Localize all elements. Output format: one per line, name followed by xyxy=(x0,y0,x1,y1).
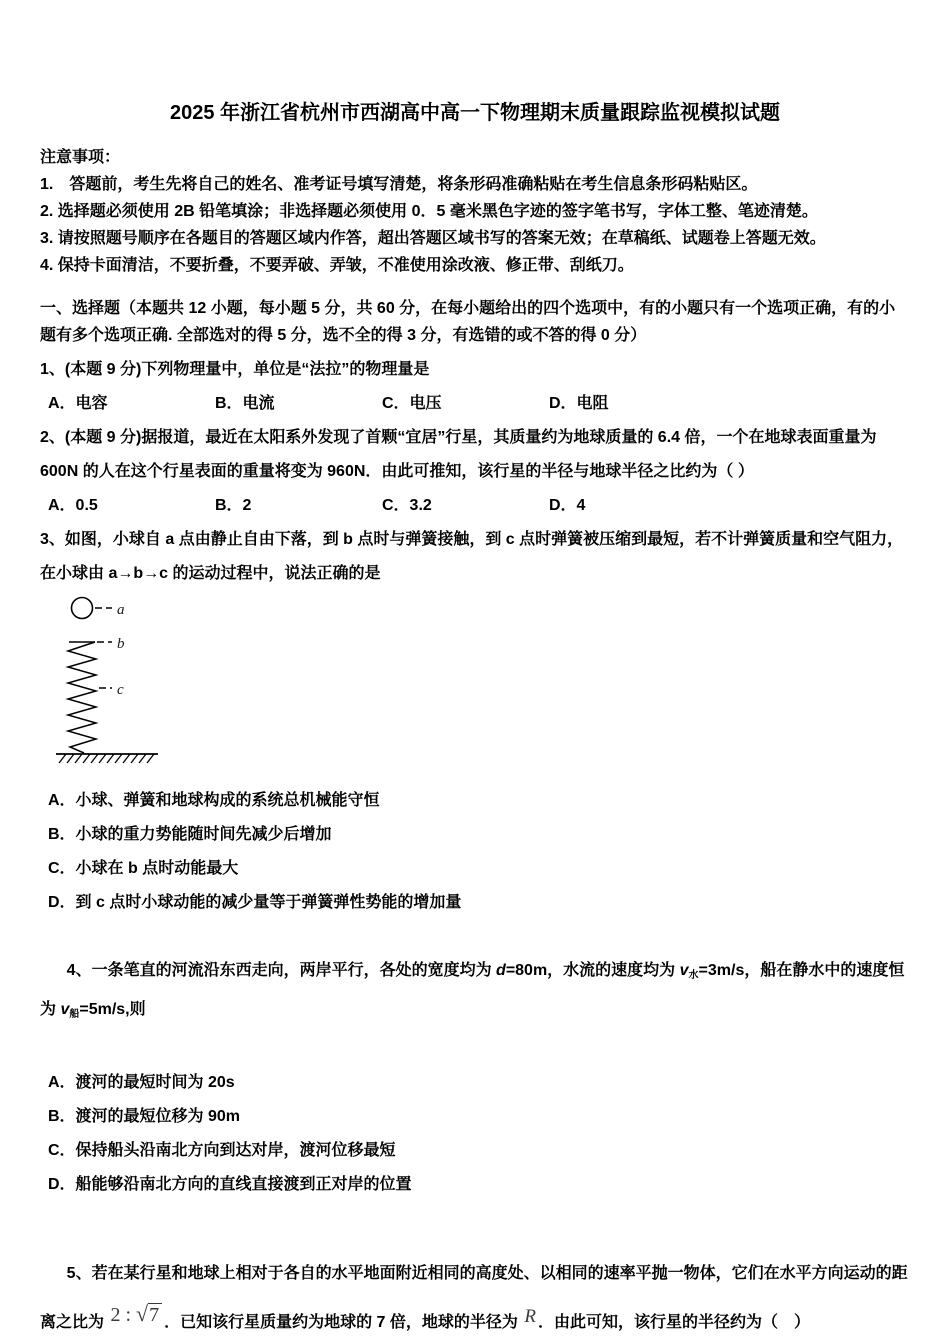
question-4-option-d: D．船能够沿南北方向的直线直接渡到正对岸的位置 xyxy=(48,1176,412,1193)
question-1-option-b: B．电流 xyxy=(215,395,275,412)
notice-item-2: 2. 选择题必须使用 2B 铅笔填涂；非选择题必须使用 0．5 毫米黑色字迹的签字笔书写，字体工整、笔迹清楚。 xyxy=(40,203,818,220)
question-3 xyxy=(40,523,910,920)
stem-text: 5、若在某行星和地球上相对于各自的水平地面附近相同的高度处、以相同的速率平抛一物体，它们在水平方向运动的距离之比为 xyxy=(40,1265,908,1331)
question-2-stem: 2、(本题 9 分)据报道，最近在太阳系外发现了首颗“宜居”行星，其质量约为地球质量的 6.4 倍，一个在地球表面重量为 600N 的人在这个行星表面的重量将变为 960N．由此可推知，该行星的半径与地球半径之比约为（ ） xyxy=(40,429,881,480)
question-3-option-d: D．到 c 点时小球动能的减少量等于弹簧弹性势能的增加量 xyxy=(48,894,462,911)
question-1-stem: 1、(本题 9 分)下列物理量中，单位是“法拉”的物理量是 xyxy=(40,361,430,378)
stem-text: =3m/s，船在静水中的速度恒为 xyxy=(40,962,905,1018)
question-4 xyxy=(40,920,910,1202)
question-4-option-b: B．渡河的最短位移为 90m xyxy=(48,1108,241,1125)
question-1-options xyxy=(40,387,910,421)
question-2-options xyxy=(40,489,910,523)
notice-section xyxy=(40,144,910,279)
question-1-option-a: A．电容 xyxy=(48,395,108,412)
question-4-option-a: A．渡河的最短时间为 20s xyxy=(48,1074,235,1091)
question-3-option-a: A．小球、弹簧和地球构成的系统总机械能守恒 xyxy=(48,792,380,809)
label-b: b xyxy=(117,636,125,652)
question-4-options xyxy=(40,1066,910,1202)
label-c: c xyxy=(117,682,124,698)
question-1 xyxy=(40,353,910,421)
question-4-option-c: C．保持船头沿南北方向到达对岸，渡河位移最短 xyxy=(48,1142,396,1159)
radicand: 7 xyxy=(148,1303,162,1326)
page-title: 2025 年浙江省杭州市西湖高中高一下物理期末质量跟踪监视模拟试题 xyxy=(169,102,781,124)
stem-text: 4、一条笔直的河流沿东西走向，两岸平行，各处的宽度均为 xyxy=(66,962,497,979)
subscript-boat: 船 xyxy=(69,1009,80,1020)
question-2-option-d: D．4 xyxy=(549,497,586,514)
question-2-option-a: A．0.5 xyxy=(48,497,98,514)
variable-v-water: v xyxy=(679,962,689,979)
ball-spring-figure xyxy=(54,595,910,778)
variable-d: d xyxy=(496,962,506,979)
section-heading: 一、选择题（本题共 12 小题，每小题 5 分，共 60 分，在每小题给出的四个选项中，有的小题只有一个选项正确，有的小题有多个选项正确. 全部选对的得 5 分，选不全的得 3 分，有选错的或不答的得 0 分） xyxy=(40,300,896,344)
label-a: a xyxy=(117,602,125,618)
notice-item-1: 1. 答题前，考生先将自己的姓名、准考证号填写清楚，将条形码准确粘贴在考生信息条形码粘贴区。 xyxy=(40,176,758,193)
ground-hatching xyxy=(59,754,154,763)
question-2-option-c: C．3.2 xyxy=(382,497,432,514)
question-5-stem xyxy=(40,1202,910,1344)
question-5 xyxy=(40,1202,910,1344)
stem-text: =80m，水流的速度均为 xyxy=(505,962,680,979)
stem-text: =5m/s,则 xyxy=(79,1001,146,1018)
notice-heading: 注意事项： xyxy=(40,149,121,166)
variable-R: R xyxy=(524,1306,536,1327)
question-3-options xyxy=(40,784,910,920)
radical-sign: √ xyxy=(136,1301,149,1326)
question-1-option-c: C．电压 xyxy=(382,395,442,412)
ratio-formula xyxy=(108,1303,164,1325)
variable-v-boat: v xyxy=(60,1001,70,1018)
question-4-stem xyxy=(40,920,910,1066)
ball-spring-diagram xyxy=(54,595,194,773)
question-2-option-b: B．2 xyxy=(215,497,252,514)
subscript-water: 水 xyxy=(688,970,699,981)
question-2 xyxy=(40,421,910,523)
notice-item-3: 3. 请按照题号顺序在各题目的答题区域内作答，超出答题区域书写的答案无效；在草稿纸、试题卷上答题无效。 xyxy=(40,230,826,247)
question-1-option-d: D．电阻 xyxy=(549,395,609,412)
stem-text: ．由此可知，该行星的半径约为（ ） xyxy=(537,1314,810,1331)
question-3-option-b: B．小球的重力势能随时间先减少后增加 xyxy=(48,826,332,843)
stem-text: ．已知该行星质量约为地球的 7 倍，地球的半径为 xyxy=(164,1314,523,1331)
ball-shape xyxy=(72,598,93,619)
question-3-option-c: C．小球在 b 点时动能最大 xyxy=(48,860,239,877)
formula-lhs: 2 : xyxy=(110,1304,137,1326)
notice-item-4: 4. 保持卡面清洁，不要折叠，不要弄破、弄皱，不准使用涂改液、修正带、刮纸刀。 xyxy=(40,257,634,274)
spring-coil xyxy=(68,642,96,753)
question-3-stem: 3、如图，小球自 a 点由静止自由下落，到 b 点时与弹簧接触，到 c 点时弹簧被压缩到最短，若不计弹簧质量和空气阻力，在小球由 a→b→c 的运动过程中，说法正确的是 xyxy=(40,531,904,582)
